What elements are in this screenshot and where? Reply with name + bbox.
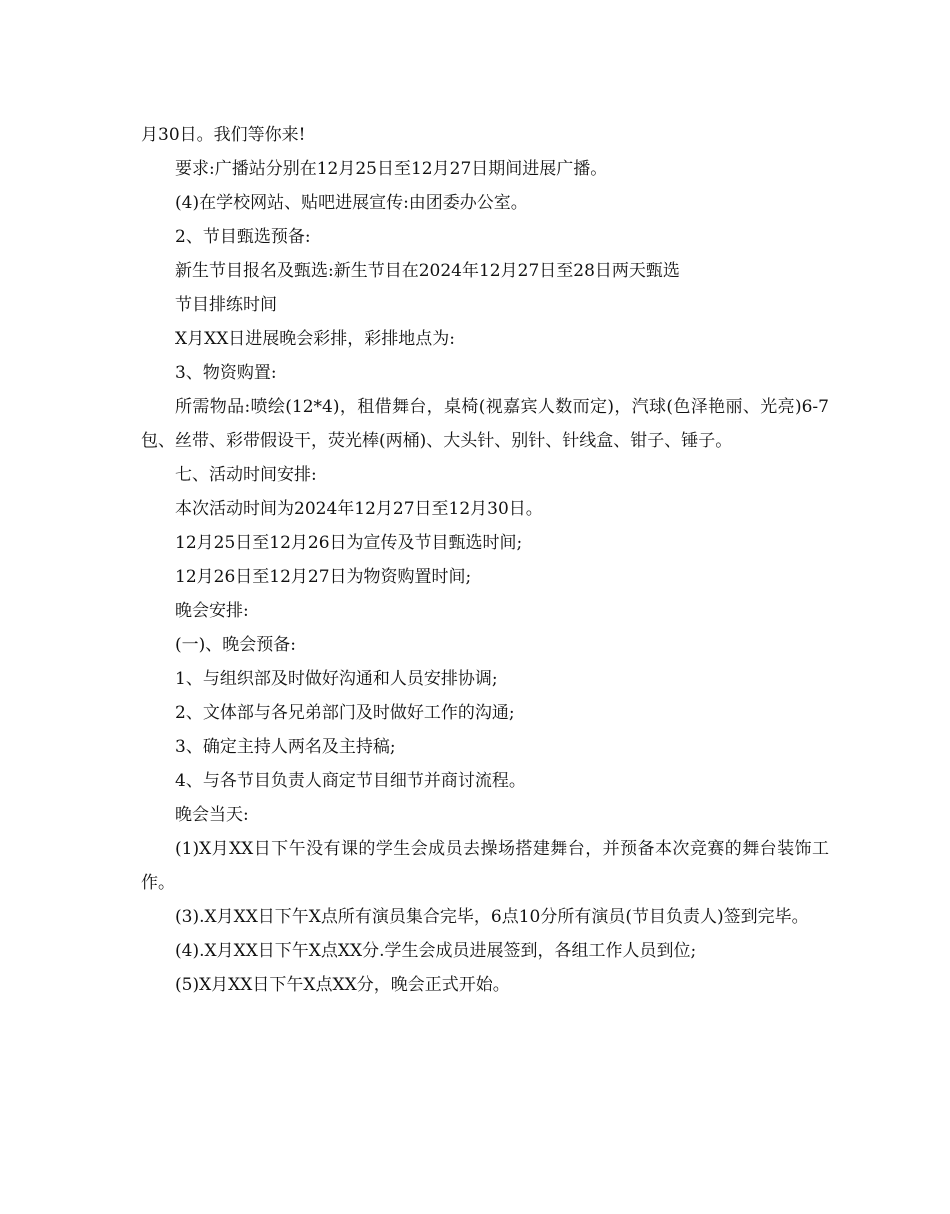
paragraph: 12月25日至12月26日为宣传及节目甄选时间;	[175, 533, 523, 553]
section-heading: 2、节目甄选预备:	[175, 227, 311, 247]
document-body	[141, 118, 829, 1002]
paragraph: (4)在学校网站、贴吧进展宣传:由团委办公室。	[175, 193, 528, 213]
section-heading: 七、活动时间安排:	[175, 465, 317, 485]
list-item: 4、与各节目负责人商定节目细节并商讨流程。	[175, 771, 526, 791]
paragraph: 要求:广播站分别在12月25日至12月27日期间进展广播。	[175, 159, 608, 179]
section-heading: 晚会当天:	[175, 805, 249, 825]
paragraph: 月30日。我们等你来!	[141, 125, 306, 145]
paragraph: 12月26日至12月27日为物资购置时间;	[175, 567, 472, 587]
section-heading: (一)、晚会预备:	[175, 635, 296, 655]
section-heading: 晚会安排:	[175, 601, 249, 621]
section-heading: 3、物资购置:	[175, 363, 277, 383]
list-item: 1、与组织部及时做好沟通和人员安排协调;	[175, 669, 498, 689]
list-item: (3).X月XX日下午X点所有演员集合完毕，6点10分所有演员(节目负责人)签到完毕。	[175, 907, 809, 927]
list-item: (1)X月XX日下午没有课的学生会成员去操场搭建舞台，并预备本次竞赛的舞台装饰工作。	[141, 839, 829, 893]
list-item: 3、确定主持人两名及主持稿;	[175, 737, 396, 757]
paragraph: 节目排练时间	[175, 295, 277, 315]
paragraph: 本次活动时间为2024年12月27日至12月30日。	[175, 499, 543, 519]
list-item: (4).X月XX日下午X点XX分.学生会成员进展签到，各组工作人员到位;	[175, 941, 697, 961]
paragraph: 新生节目报名及甄选:新生节目在2024年12月27日至28日两天甄选	[175, 261, 680, 281]
paragraph: X月XX日进展晚会彩排，彩排地点为:	[175, 329, 456, 349]
list-item: (5)X月XX日下午X点XX分，晚会正式开始。	[175, 975, 510, 995]
paragraph: 所需物品:喷绘(12*4)，租借舞台，桌椅(视嘉宾人数而定)，汽球(色泽艳丽、光亮)6-7包、丝带、彩带假设干，荧光棒(两桶)、大头针、别针、针线盒、钳子、锤子。	[141, 397, 829, 451]
list-item: 2、文体部与各兄弟部门及时做好工作的沟通;	[175, 703, 515, 723]
